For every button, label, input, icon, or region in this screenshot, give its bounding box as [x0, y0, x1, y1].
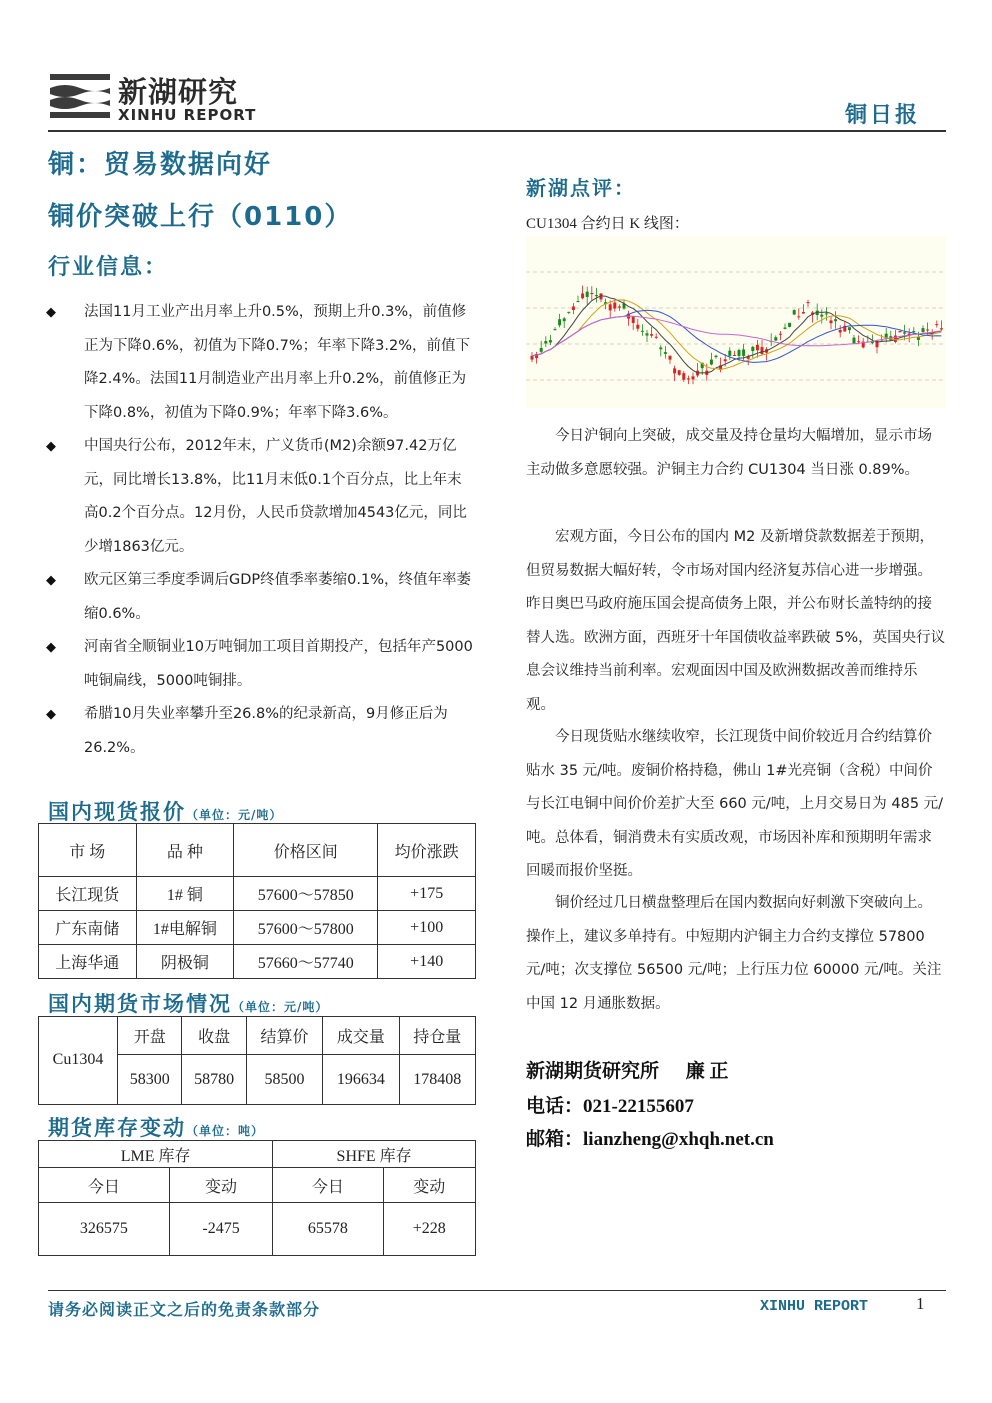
phone-label: 电话： [526, 1096, 584, 1117]
footer-brand: XINHU REPORT [760, 1298, 869, 1315]
spot-title: 国内现货报价 [48, 800, 186, 824]
org-label: 新湖期货研究所 [526, 1061, 660, 1082]
table-header: 变动 [383, 1168, 475, 1203]
table-row [39, 877, 476, 911]
news-item: ◆ 河南省全顺铜业10万吨铜加工项目首期投产，包括年产5000吨铜扁线，5000吨铜排。 [46, 631, 474, 698]
spot-section-title [48, 796, 282, 826]
header-divider [48, 130, 946, 132]
author-name: 廉 正 [685, 1061, 729, 1082]
table-cell: 65578 [273, 1203, 383, 1256]
xinhu-logo-icon [50, 72, 110, 122]
table-cell: 上海华通 [39, 945, 137, 979]
table-header: 开盘 [118, 1017, 182, 1055]
futures-unit: （单位：元/吨） [232, 1000, 329, 1014]
table-cell: +228 [383, 1203, 475, 1256]
logo-text-cn: 新湖研究 [118, 75, 239, 109]
inventory-unit: （单位：吨） [186, 1124, 265, 1138]
table-header: 今日 [39, 1168, 170, 1203]
table-cell: 长江现货 [39, 877, 137, 911]
report-type: 铜日报 [844, 103, 920, 128]
spot-price-table [38, 823, 476, 979]
table-header: 成交量 [323, 1017, 399, 1055]
comment-paragraph: 铜价经过几日横盘整理后在国内数据向好刺激下突破向上。操作上，建议多单持有。中短期内沪铜主力合约支撑位 57800 元/吨；次支撑位 56500 元/吨；上行压力位 60000 元/吨。关注中国 12 月通胀数据。 [526, 895, 942, 1012]
disclaimer-note: 请务必阅读正文之后的免责条款部分 [48, 1300, 321, 1319]
page-subtitle: 铜价突破上行（0110） [48, 202, 353, 232]
inventory-section-title [48, 1112, 264, 1142]
table-group-header: LME 库存 [39, 1141, 273, 1168]
table-cell: 326575 [39, 1203, 170, 1256]
table-row [39, 945, 476, 979]
futures-table [38, 1016, 476, 1105]
table-cell: 1#电解铜 [136, 911, 234, 945]
futures-title: 国内期货市场情况 [48, 992, 232, 1016]
chart-caption: CU1304 合约日 K 线图： [526, 216, 689, 232]
table-cell: +100 [378, 911, 476, 945]
table-cell: 阴极铜 [136, 945, 234, 979]
industry-info-heading: 行业信息： [48, 255, 169, 280]
table-header: 价格区间 [234, 824, 378, 877]
table-group-header: SHFE 库存 [273, 1141, 476, 1168]
table-header: 收盘 [182, 1017, 246, 1055]
table-cell: 广东南储 [39, 911, 137, 945]
table-cell: 1# 铜 [136, 877, 234, 911]
comment-heading: 新湖点评： [526, 176, 636, 200]
footer-divider [48, 1290, 946, 1291]
logo-text-en: XINHU REPORT [118, 106, 257, 124]
table-header: 结算价 [246, 1017, 322, 1055]
inventory-title: 期货库存变动 [48, 1116, 186, 1140]
page-number: 1 [916, 1294, 925, 1313]
table-header: 均价涨跌 [378, 824, 476, 877]
email-address: lianzheng@xhqh.net.cn [583, 1129, 774, 1150]
table-header: 市 场 [39, 824, 137, 877]
email-label: 邮箱： [526, 1129, 584, 1150]
table-cell: +175 [378, 877, 476, 911]
news-item: ◆ 欧元区第三季度季调后GDP终值季率萎缩0.1%，终值年率萎缩0.6%。 [46, 564, 474, 631]
kline-chart [526, 236, 946, 408]
table-cell: +140 [378, 945, 476, 979]
page-title: 铜：贸易数据向好 [48, 150, 273, 180]
contact-email [526, 1124, 774, 1151]
phone-number: 021-22155607 [583, 1096, 694, 1117]
table-row [39, 1203, 476, 1256]
table-row [39, 911, 476, 945]
table-cell: 58500 [246, 1055, 322, 1105]
table-header: 持仓量 [399, 1017, 475, 1055]
futures-section-title [48, 988, 328, 1018]
table-cell: 57600～57850 [234, 877, 378, 911]
table-cell: -2475 [169, 1203, 272, 1256]
table-cell: 178408 [399, 1055, 475, 1105]
comment-paragraph: 今日现货贴水继续收窄，长江现货中间价较近月合约结算价贴水 35 元/吨。废铜价格持稳，佛山 1#光亮铜（含税）中间价与长江电铜中间价价差扩大至 660 元/吨，上月交易日为 485 元/吨。总体看，铜消费未有实质改观，市场因补库和预期明年需求回暖而报价坚挺。 [526, 729, 944, 879]
contact-org [526, 1056, 729, 1083]
comment-paragraph: 宏观方面，今日公布的国内 M2 及新增贷款数据差于预期，但贸易数据大幅好转，令市场对国内经济复苏信心进一步增强。昨日奥巴马政府施压国会提高债务上限，并公布财长盖特纳的接替人选。欧洲方面，西班牙十年国债收益率跌破 5%，英国央行议息会议维持当前利率。宏观面因中国及欧洲数据改善而维持乐观。 [526, 529, 946, 713]
table-cell: 58780 [182, 1055, 246, 1105]
news-item: ◆ 希腊10月失业率攀升至26.8%的纪录新高，9月修正后为26.2%。 [46, 698, 474, 765]
contract-cell: Cu1304 [39, 1017, 118, 1105]
table-header: 今日 [273, 1168, 383, 1203]
table-cell: 57660～57740 [234, 945, 378, 979]
news-item: ◆ 法国11月工业产出月率上升0.5%，预期上升0.3%，前值修正为下降0.6%，初值为下降0.7%；年率下降3.2%，前值下降2.4%。法国11月制造业产出月率上升0.2%，前值修正为下降0.8%，初值为下降0.9%；年率下降3.6%。 [46, 296, 474, 430]
table-header: 变动 [169, 1168, 272, 1203]
news-item: ◆ 中国央行公布，2012年末，广义货币(M2)余额97.42万亿元，同比增长13.8%，比11月末低0.1个百分点，比上年末高0.2个百分点。12月份，人民币贷款增加4543亿元，同比少增1863亿元。 [46, 430, 474, 564]
table-cell: 58300 [118, 1055, 182, 1105]
table-cell: 196634 [323, 1055, 399, 1105]
contact-phone [526, 1091, 694, 1118]
news-list [46, 296, 474, 765]
table-header: 品 种 [136, 824, 234, 877]
table-cell: 57600～57800 [234, 911, 378, 945]
comment-paragraph: 今日沪铜向上突破，成交量及持仓量均大幅增加，显示市场主动做多意愿较强。沪铜主力合约 CU1304 当日涨 0.89%。 [526, 428, 932, 478]
inventory-table [38, 1140, 476, 1256]
spot-unit: （单位：元/吨） [186, 808, 283, 822]
